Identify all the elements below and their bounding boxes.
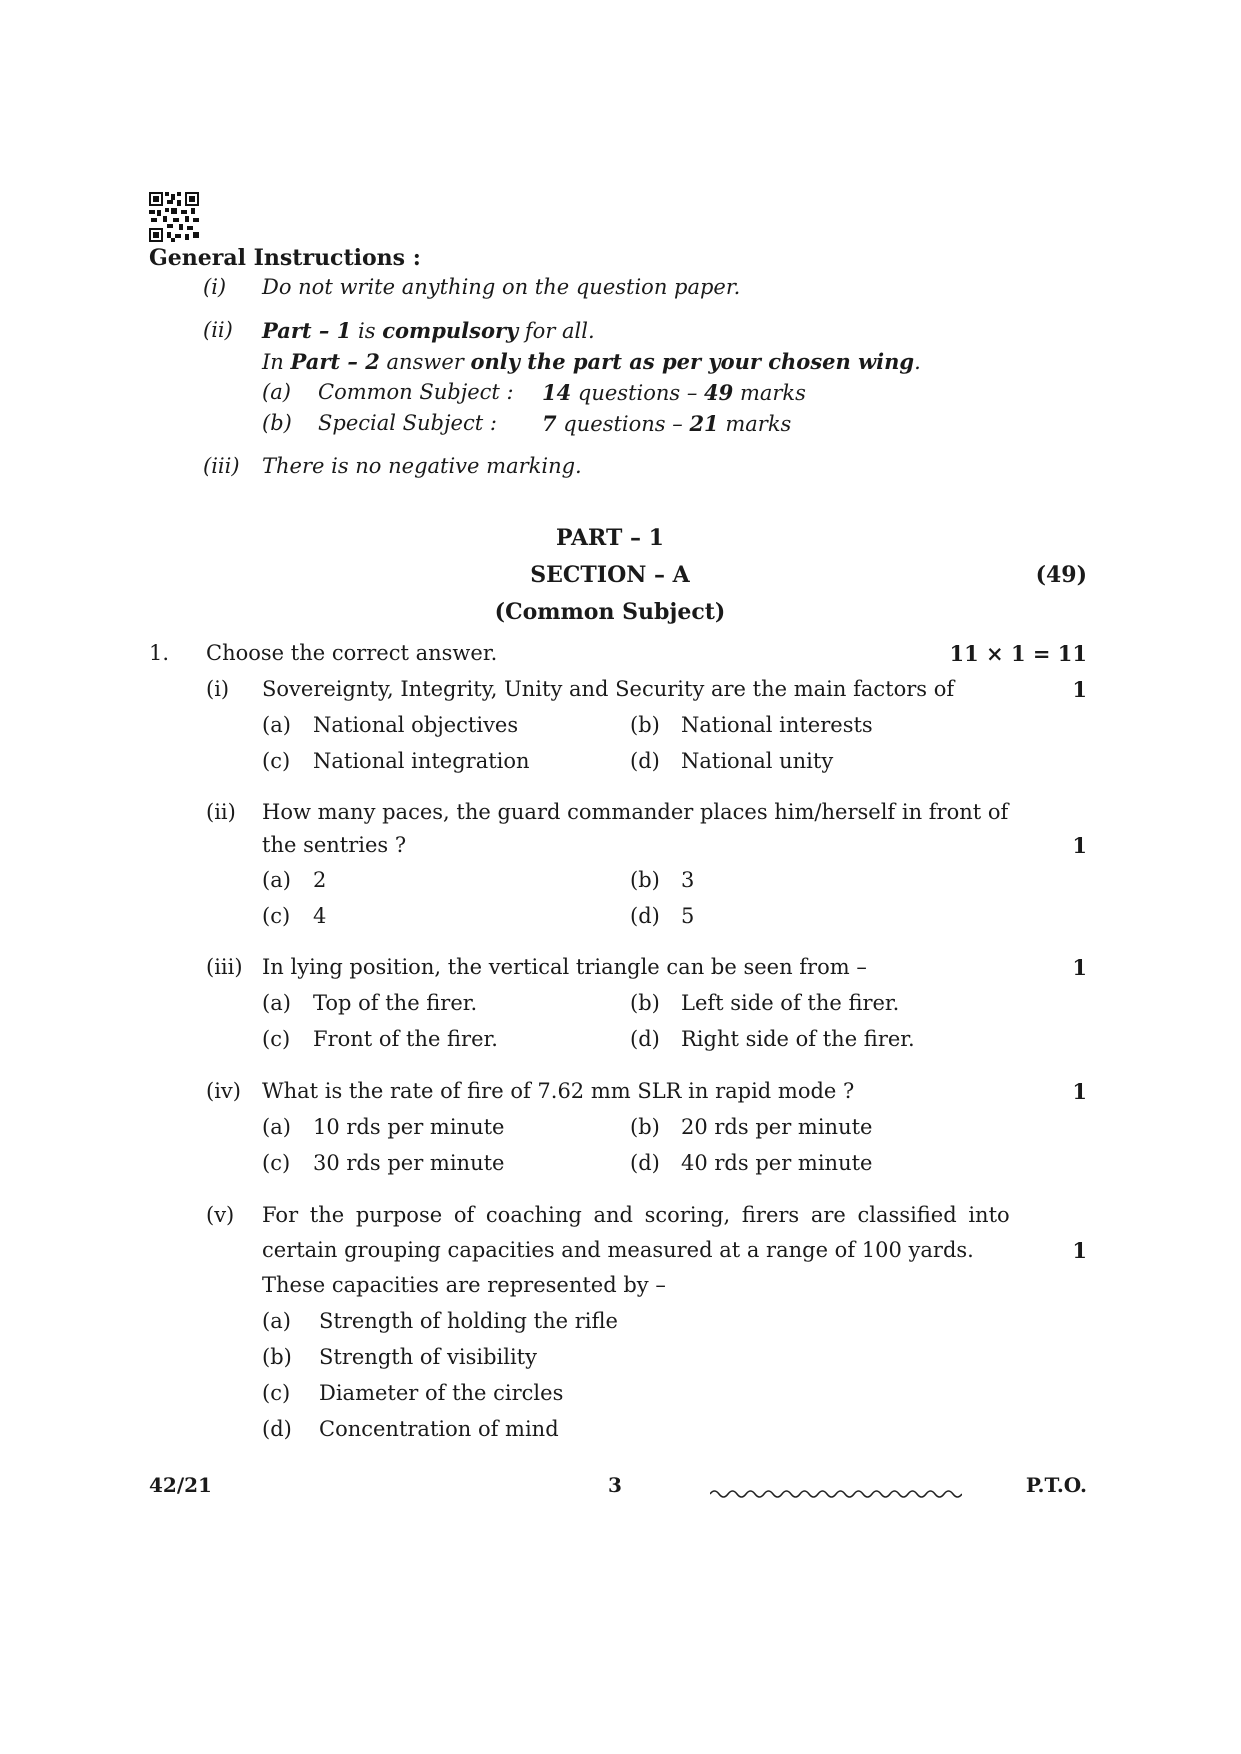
option-label: (a) (262, 1309, 291, 1333)
subquestion-text-line2: the sentries ? (262, 833, 407, 857)
instruction-ii-b-number: (b) (262, 411, 292, 435)
subquestion-number: (v) (206, 1203, 235, 1227)
option-label: (a) (262, 1115, 291, 1139)
question-marks: 11 × 1 = 11 (949, 641, 1087, 666)
instruction-ii-a-detail (542, 382, 806, 404)
option-text: 2 (313, 868, 327, 892)
option-text: Concentration of mind (319, 1417, 559, 1441)
pto-label: P.T.O. (1025, 1473, 1087, 1497)
section-marks: (49) (1035, 562, 1087, 588)
mark-count: 21 (689, 411, 719, 436)
question-number: 1. (149, 641, 170, 665)
question-text: Choose the correct answer. (206, 641, 498, 665)
instruction-iii-number: (iii) (203, 454, 240, 478)
option-text: National interests (681, 713, 873, 737)
option-label: (c) (262, 749, 291, 773)
instruction-ii-line2 (262, 351, 921, 373)
option-text: Right side of the firer. (681, 1027, 915, 1051)
text-fragment: answer (379, 350, 471, 374)
option-text: Strength of holding the rifle (319, 1309, 618, 1333)
instruction-i-number: (i) (203, 275, 227, 299)
instruction-ii-b-label: Special Subject : (318, 411, 497, 435)
instructions-heading: General Instructions : (149, 245, 421, 271)
option-text: 5 (681, 904, 695, 928)
subquestion-text-line1: How many paces, the guard commander places him/herself in front of (262, 800, 1009, 824)
option-text: 3 (681, 868, 695, 892)
text-fragment: questions – (556, 412, 690, 436)
question-count: 7 (542, 411, 557, 436)
text-fragment: . (914, 350, 921, 374)
option-text: 30 rds per minute (313, 1151, 505, 1175)
option-text: National objectives (313, 713, 519, 737)
option-text: National integration (313, 749, 530, 773)
instruction-ii-number: (ii) (203, 318, 233, 342)
mark-count: 49 (704, 380, 734, 405)
subquestion-marks: 1 (1072, 677, 1087, 702)
option-text: 10 rds per minute (313, 1115, 505, 1139)
subquestion-text-line3: These capacities are represented by – (262, 1273, 666, 1297)
subquestion-marks: 1 (1072, 1238, 1087, 1263)
part2-emphasis: Part – 2 (290, 349, 380, 374)
compulsory-emphasis: compulsory (382, 318, 519, 343)
paper-code: 42/21 (149, 1473, 212, 1497)
subquestion-text: Sovereignty, Integrity, Unity and Security are the main factors of (262, 677, 955, 701)
part-heading: PART – 1 (556, 525, 664, 551)
option-text: 4 (313, 904, 327, 928)
option-label: (a) (262, 991, 291, 1015)
option-text: Strength of visibility (319, 1345, 537, 1369)
option-label: (d) (630, 1151, 660, 1175)
option-label: (d) (630, 749, 660, 773)
option-label: (a) (262, 868, 291, 892)
chosen-wing-emphasis: only the part as per your chosen wing (470, 349, 915, 374)
subquestion-text: In lying position, the vertical triangle can be seen from – (262, 955, 867, 979)
option-label: (d) (262, 1417, 292, 1441)
text-fragment: for all. (518, 319, 595, 343)
option-text: Top of the firer. (313, 991, 478, 1015)
subquestion-text: What is the rate of fire of 7.62 mm SLR in rapid mode ? (262, 1079, 855, 1103)
option-label: (b) (262, 1345, 292, 1369)
option-label: (b) (630, 991, 660, 1015)
text-fragment: is (351, 319, 383, 343)
text-fragment: marks (718, 412, 792, 436)
option-label: (a) (262, 713, 291, 737)
subquestion-marks: 1 (1072, 1079, 1087, 1104)
option-label: (b) (630, 868, 660, 892)
page-number: 3 (608, 1473, 622, 1497)
subquestion-marks: 1 (1072, 833, 1087, 858)
option-label: (c) (262, 1027, 291, 1051)
subquestion-number: (i) (206, 677, 230, 701)
instruction-i-text: Do not write anything on the question paper. (262, 275, 741, 299)
option-label: (d) (630, 904, 660, 928)
text-fragment: In (262, 350, 291, 374)
subquestion-text-line2: certain grouping capacities and measured at a range of 100 yards. (262, 1238, 974, 1262)
subquestion-number: (iii) (206, 955, 243, 979)
option-label: (c) (262, 1151, 291, 1175)
subquestion-text-line1: For the purpose of coaching and scoring, firers are classified into (262, 1203, 1010, 1227)
text-fragment: marks (733, 381, 806, 405)
option-label: (b) (630, 713, 660, 737)
option-text: National unity (681, 749, 834, 773)
option-text: Diameter of the circles (319, 1381, 564, 1405)
instruction-ii-a-number: (a) (262, 380, 291, 404)
instruction-iii-text: There is no negative marking. (262, 454, 582, 478)
section-subtitle: (Common Subject) (494, 599, 726, 625)
subquestion-number: (iv) (206, 1079, 241, 1103)
option-text: Left side of the firer. (681, 991, 900, 1015)
option-label: (b) (630, 1115, 660, 1139)
question-count: 14 (542, 380, 572, 405)
option-label: (c) (262, 904, 291, 928)
instruction-ii-line1 (262, 320, 595, 342)
subquestion-number: (ii) (206, 800, 236, 824)
option-label: (c) (262, 1381, 291, 1405)
option-text: Front of the firer. (313, 1027, 498, 1051)
text-fragment: questions – (571, 381, 705, 405)
option-text: 20 rds per minute (681, 1115, 873, 1139)
part1-emphasis: Part – 1 (262, 318, 352, 343)
wavy-line-decoration (710, 1488, 962, 1498)
section-heading: SECTION – A (530, 562, 690, 588)
instruction-ii-a-label: Common Subject : (318, 380, 514, 404)
subquestion-marks: 1 (1072, 955, 1087, 980)
option-text: 40 rds per minute (681, 1151, 873, 1175)
instruction-ii-b-detail (542, 413, 791, 435)
option-label: (d) (630, 1027, 660, 1051)
qr-code-icon (149, 192, 199, 242)
